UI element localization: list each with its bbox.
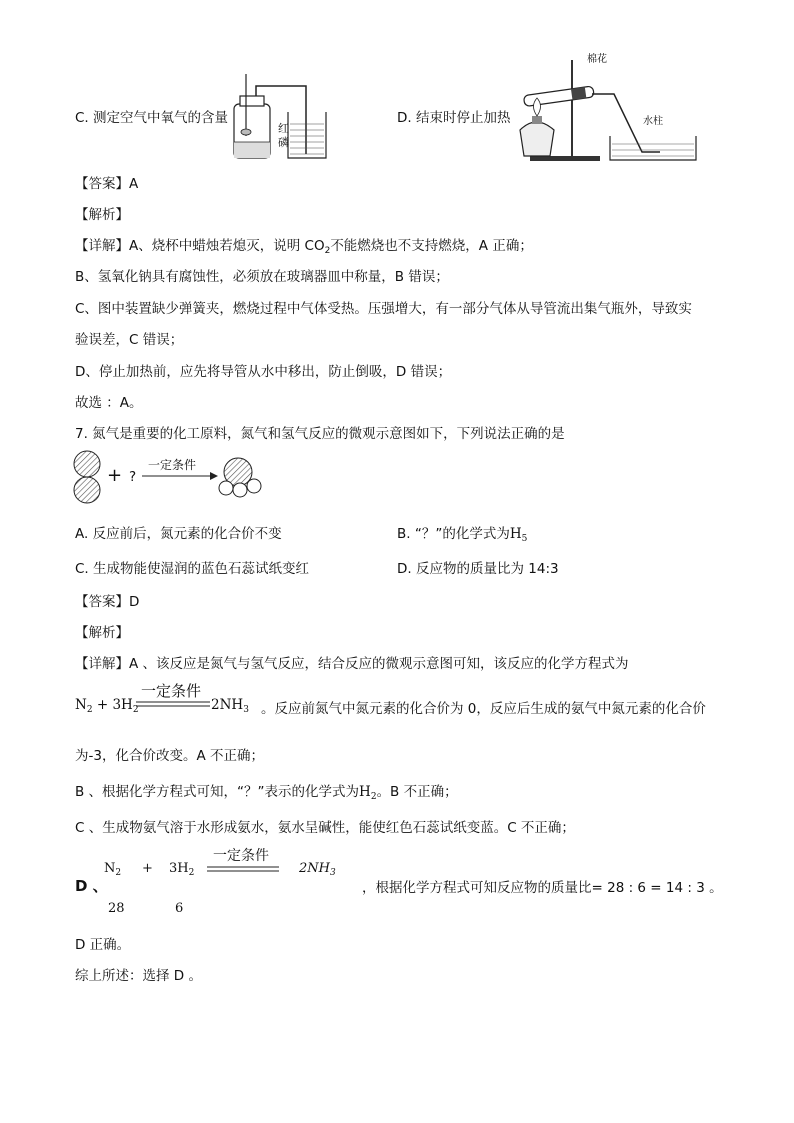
label-cotton: 棉花 xyxy=(587,54,607,65)
option-d-text: D. 结束时停止加热 xyxy=(397,110,511,126)
eq2-condition: 一定条件 xyxy=(213,848,269,864)
diagram-plus: + xyxy=(107,465,123,486)
q6-detail-d: D、停止加热前，应先将导管从水中移出，防止倒吸，D 错误； xyxy=(75,364,452,380)
eq2-product: $2NH_3$ xyxy=(299,861,336,878)
option-c-text: C. 测定空气中氧气的含量 xyxy=(75,110,229,126)
eq2-mass-n2: 28 xyxy=(108,901,125,916)
eq2-mass-h2: 6 xyxy=(175,901,184,916)
q7-option-b: B. “？”的化学式为$H_5$ xyxy=(397,526,528,544)
q6-answer: 【答案】A xyxy=(75,176,139,192)
equation-1-equals xyxy=(136,701,210,707)
equation-1-product: $2NH_3$ xyxy=(211,697,249,715)
q6-detail-c1: C、图中装置缺少弹簧夹，燃烧过程中气体受热。压强增大，有一部分气体从导管流出集气瓶外，导致实 xyxy=(75,301,692,317)
q7-detail-d-label: D 、 xyxy=(75,877,108,895)
n-atom-top xyxy=(74,451,100,477)
q7-detail-c: C 、生成物氨气溶于水形成氨水，氨水呈碱性，能使红色石蕊试纸变蓝。C 不正确； xyxy=(75,820,575,836)
q7-option-a: A. 反应前后，氮元素的化合价不变 xyxy=(75,526,282,542)
diagram-question: ? xyxy=(129,469,137,485)
q7-answer: 【答案】D xyxy=(75,594,140,610)
q7-detail-a: 【详解】A 、该反应是氮气与氢气反应，结合反应的微观示意图可知，该反应的化学方程式为 xyxy=(75,656,629,672)
diagram-condition: 一定条件 xyxy=(148,458,197,472)
equation-1-condition: 一定条件 xyxy=(141,682,202,700)
q6-detail-b: B、氢氧化钠具有腐蚀性，必须放在玻璃器皿中称量，B 错误； xyxy=(75,269,449,285)
q7-analysis: 【解析】 xyxy=(75,625,129,641)
ammonia-h-atom-1 xyxy=(219,481,233,495)
ammonia-h-atom-3 xyxy=(247,479,261,493)
q6-detail-a: 【详解】A、烧杯中蜡烛若熄灭，说明 $CO_2$不能燃烧也不支持燃烧，A 正确； xyxy=(75,238,533,256)
equation-1: $N_2 + 3H_2$ xyxy=(75,697,139,715)
q7-option-c: C. 生成物能使湿润的蓝色石蕊试纸变红 xyxy=(75,561,310,577)
label-hong: 红 xyxy=(278,122,289,135)
eq2-plus: + xyxy=(142,861,153,876)
q7-detail-a2: 为-3，化合价改变。A 不正确； xyxy=(75,748,264,764)
q6-detail-c2: 验误差，C 错误； xyxy=(75,332,184,348)
eq2-n2: $N_2$ xyxy=(104,861,122,878)
q7-detail-a-cont: 。反应前氮气中氮元素的化合价为 0，反应后生成的氨气中氮元素的化合价 xyxy=(261,701,706,717)
heating-apparatus-figure xyxy=(510,58,700,166)
q7-detail-d2: D 正确。 xyxy=(75,937,131,953)
ammonia-h-atom-2 xyxy=(233,483,247,497)
n-atom-bottom xyxy=(74,477,100,503)
equation-2-equals xyxy=(207,866,279,872)
q6-analysis: 【解析】 xyxy=(75,207,129,223)
q7-summary: 综上所述：选择 D 。 xyxy=(75,968,202,984)
q7-stem: 7. 氮气是重要的化工原料，氮气和氢气反应的微观示意图如下，下列说法正确的是 xyxy=(75,426,565,442)
q7-detail-b: B 、根据化学方程式可知，“？”表示的化学式为$H_2$。B 不正确； xyxy=(75,784,458,802)
q7-detail-d: ，根据化学方程式可知反应物的质量比= 28 : 6 = 14 : 3 。 xyxy=(362,880,723,896)
q6-choose: 故选 ：A。 xyxy=(75,395,143,411)
q7-option-d: D. 反应物的质量比为 14:3 xyxy=(397,561,559,577)
eq2-h2: $3H_2$ xyxy=(169,861,195,878)
label-lin: 磷 xyxy=(278,136,289,149)
label-water-column: 水柱 xyxy=(643,116,663,127)
